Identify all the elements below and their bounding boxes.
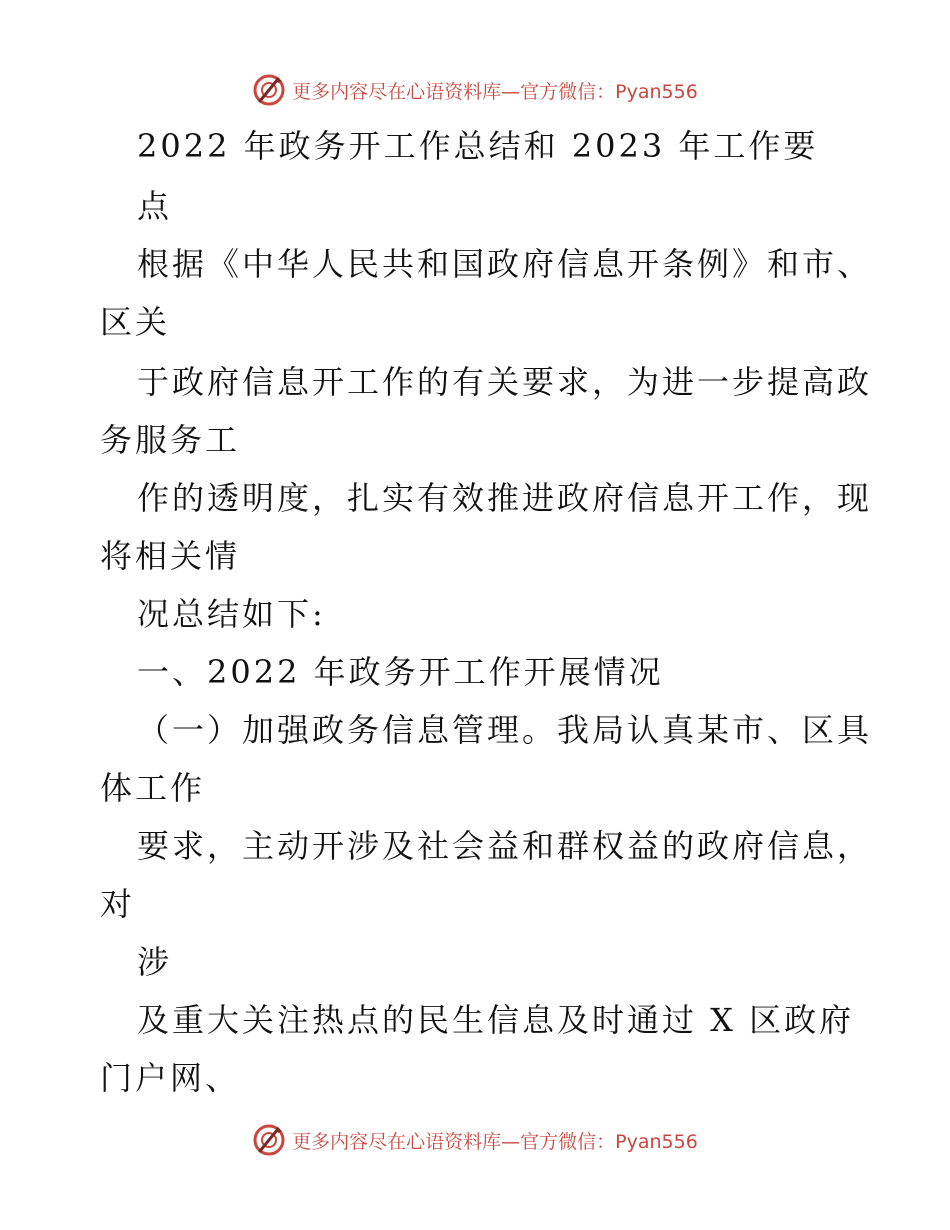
- paragraph-line: 务服务工: [100, 421, 241, 459]
- section-heading: 一、2022 年政务开工作开展情况: [137, 653, 664, 691]
- paragraph-line: 区关: [100, 303, 171, 341]
- logo-icon: [252, 73, 286, 107]
- paragraph-line: 根据《中华人民共和国政府信息开条例》和市、: [137, 245, 873, 283]
- paragraph-line: 将相关情: [100, 537, 241, 575]
- paragraph-line: 于政府信息开工作的有关要求，为进一步提高政: [137, 363, 873, 401]
- paragraph-line: 涉: [137, 943, 173, 981]
- paragraph-line: 对: [100, 885, 136, 923]
- paragraph-line: 及重大关注热点的民生信息及时通过 X 区政府: [137, 1001, 855, 1039]
- paragraph-line: 况总结如下:: [137, 595, 326, 633]
- paragraph-line: 作的透明度，扎实有效推进政府信息开工作，现: [137, 479, 873, 517]
- paragraph-line: 体工作: [100, 769, 206, 807]
- header-watermark-banner: [0, 70, 950, 110]
- paragraph-line: 门户网、: [100, 1059, 241, 1097]
- paragraph-line: 要求，主动开涉及社会益和群权益的政府信息，: [137, 827, 873, 865]
- watermark-text: 更多内容尽在心语资料库—官方微信：Pyan556: [292, 1130, 698, 1153]
- footer-watermark-banner: [0, 1120, 950, 1160]
- watermark-text: 更多内容尽在心语资料库—官方微信：Pyan556: [292, 80, 698, 103]
- document-title-line: 点: [137, 187, 173, 225]
- paragraph-line: （一）加强政务信息管理。我局认真某市、区具: [137, 711, 873, 749]
- logo-icon: [252, 1123, 286, 1157]
- document-title-line: 2022 年政务开工作总结和 2023 年工作要: [137, 127, 819, 165]
